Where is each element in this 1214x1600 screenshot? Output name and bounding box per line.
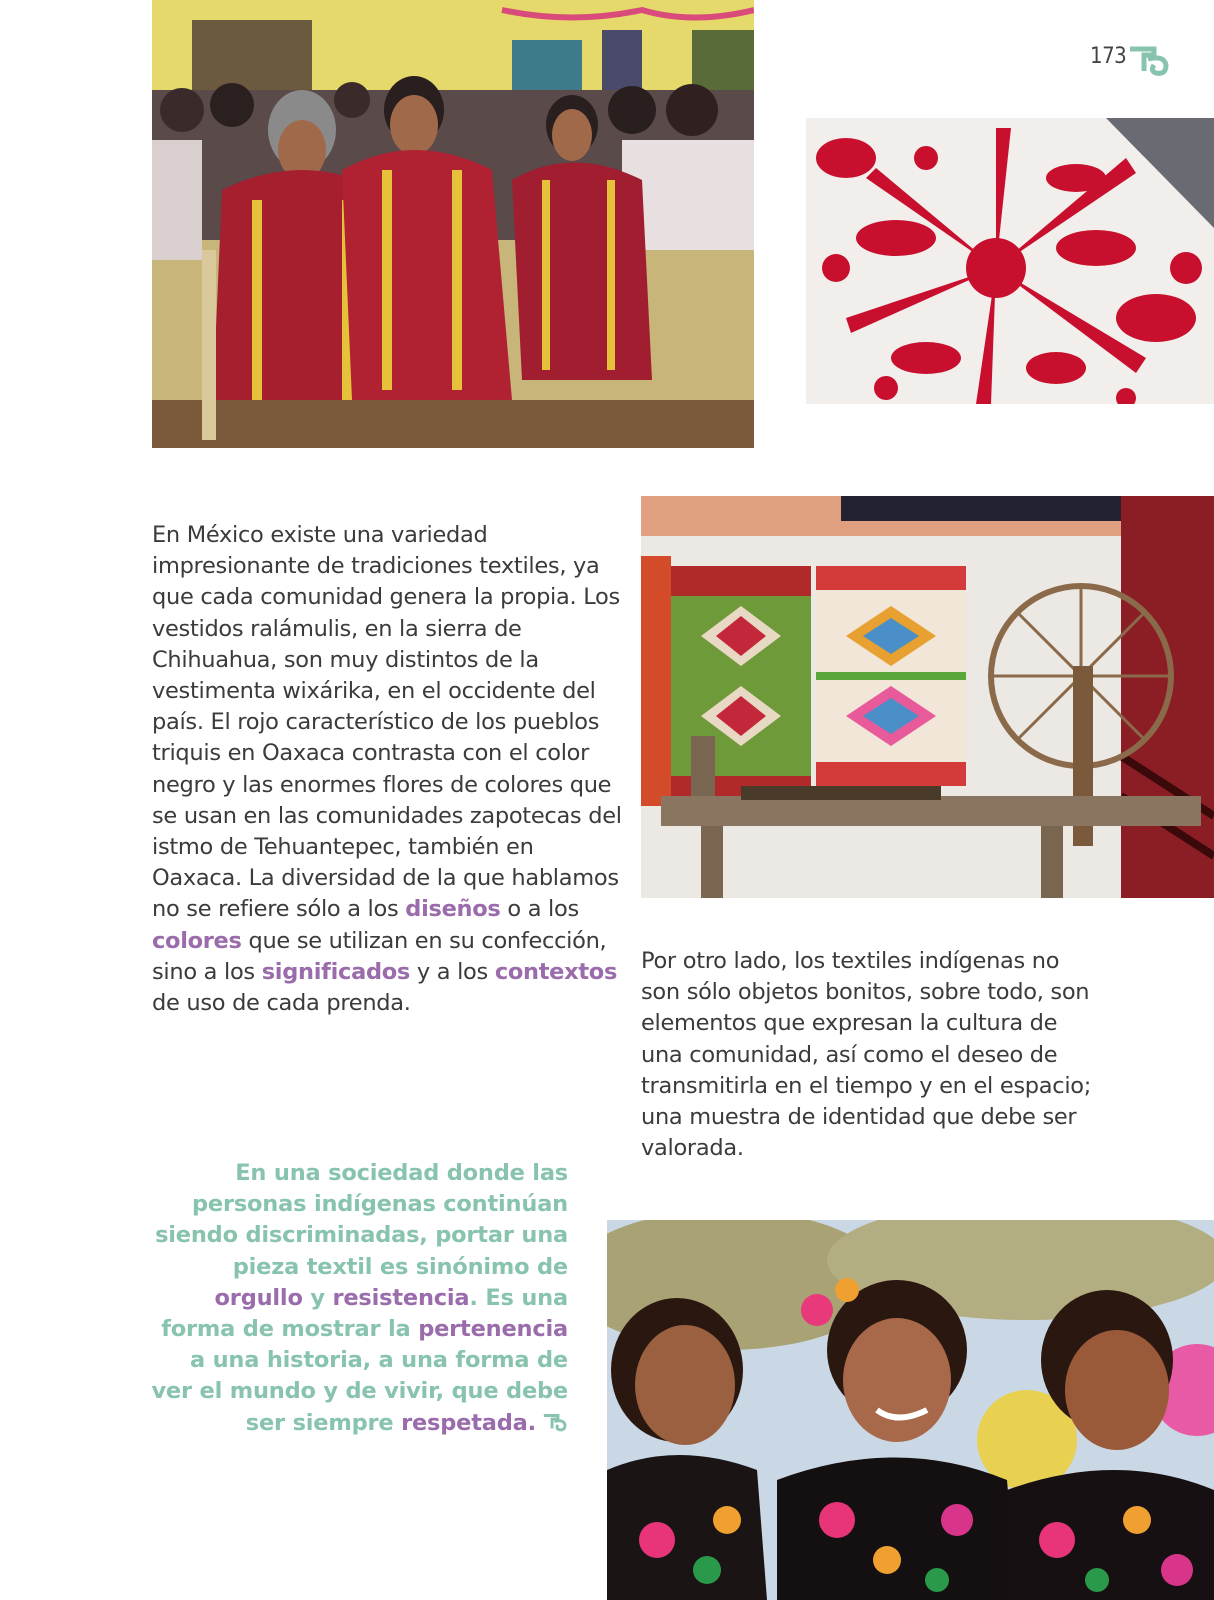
- highlight-disenos: diseños: [405, 896, 501, 923]
- photo-girls-tehuana-dress: [607, 1220, 1214, 1600]
- photo-indigenous-women-assembly: [152, 0, 754, 448]
- quote-highlight-orgullo: orgullo: [214, 1284, 303, 1311]
- second-paragraph: Por otro lado, los textiles indígenas no son sólo objetos bonitos, sobre todo, son elementos que expresan la cultura de una comunidad, así como el deseo de transmitirla en el tiempo y en el espacio; una muestra de identidad que debe ser valorada.: [641, 948, 1092, 1162]
- hook-spiral-logo-icon: [1128, 43, 1170, 77]
- page-number: 173: [1090, 44, 1127, 69]
- quote-highlight-respetada: respetada: [401, 1409, 528, 1436]
- quote-text: y: [310, 1284, 325, 1311]
- main-paragraph-text: En México existe una variedad impresionante de tradiciones textiles, ya que cada comunidad genera la propia. Los vestidos ralámulis, en la sierra de Chihuahua, son muy distintos de la vestimenta wixárika, en el occidente del país. El rojo característico de los pueblos triquis en Oaxaca contrasta con el color negro y las enormes flores de colores que se usan en las comunidades zapotecas del istmo de Tehuantepec, también en Oaxaca. La diversidad de la que hablamos no se refiere sólo a los: [152, 522, 622, 923]
- quote-text: En una sociedad donde las personas indígenas continúan siendo discriminadas, portar una pieza textil es sinónimo de: [155, 1160, 568, 1280]
- highlight-significados: significados: [261, 958, 411, 985]
- quote-highlight-resistencia: resistencia: [332, 1284, 470, 1311]
- quote-highlight-pertenencia: pertenencia: [418, 1316, 568, 1343]
- main-paragraph-text: de uso de cada prenda.: [152, 990, 411, 1017]
- main-paragraph-text: o a los: [507, 896, 579, 923]
- quote-text: a una historia, a una forma de ver el mundo y de vivir, que debe ser siempre: [151, 1347, 568, 1436]
- main-paragraph-text: que se utilizan en su confección, sino a los: [152, 927, 607, 985]
- pull-quote: [148, 1158, 568, 1439]
- quote-text: .: [527, 1409, 536, 1436]
- main-paragraph-text: y a los: [416, 958, 488, 985]
- photo-rugs-spinning-wheel: [641, 496, 1214, 898]
- photo-red-embroidery-textile: [806, 118, 1214, 404]
- main-paragraph: [152, 520, 622, 1019]
- hook-spiral-end-icon: [542, 1412, 568, 1432]
- quote-text: . Es una forma de mostrar la: [161, 1284, 568, 1343]
- highlight-colores: colores: [152, 927, 242, 954]
- highlight-contextos: contextos: [494, 958, 618, 985]
